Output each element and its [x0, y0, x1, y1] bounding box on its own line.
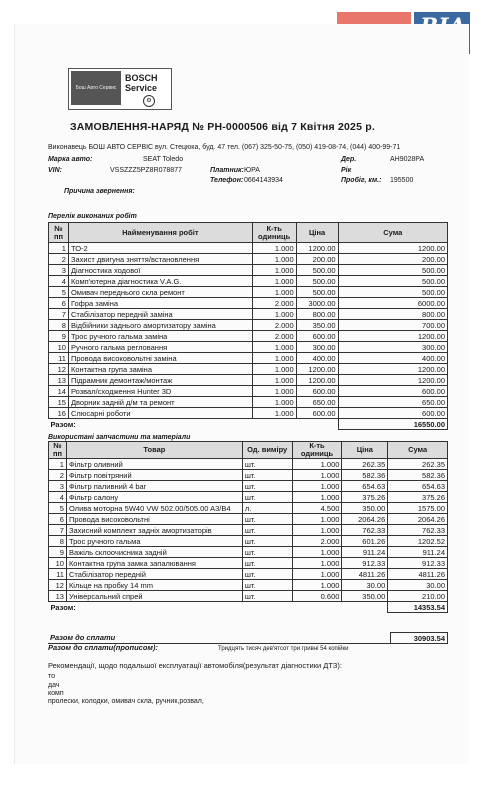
parts-cell: шт. — [242, 547, 292, 558]
works-cell: 1200.00 — [296, 364, 338, 375]
works-row — [49, 276, 448, 287]
parts-cell: шт. — [242, 558, 292, 569]
parts-cell: 6 — [49, 514, 67, 525]
works-cell: 800.00 — [338, 309, 447, 320]
bosch-service-logo — [68, 68, 172, 110]
payer-value: ЮРА — [244, 167, 260, 174]
works-cell: 2.000 — [252, 331, 296, 342]
parts-row — [49, 459, 448, 470]
works-cell: 600.00 — [296, 386, 338, 397]
parts-cell: 601.26 — [342, 536, 388, 547]
works-cell: 1.000 — [252, 364, 296, 375]
parts-cell: 1.000 — [292, 470, 342, 481]
document-title: ЗАМОВЛЕННЯ-НАРЯД № РН-0000506 від 7 Квітня 2025 р. — [70, 121, 375, 133]
works-cell: 6000.00 — [338, 298, 447, 309]
parts-cell: Фільтр повітряний — [66, 470, 242, 481]
works-cell: 1200.00 — [338, 364, 447, 375]
works-row — [49, 320, 448, 331]
works-cell: 500.00 — [296, 276, 338, 287]
parts-cell: 350.00 — [342, 503, 388, 514]
works-cell: Підрамник демонтаж/монтаж — [68, 375, 252, 386]
works-cell: 1.000 — [252, 265, 296, 276]
phone-value: 0664143934 — [244, 177, 283, 184]
parts-cell: 4811.26 — [388, 569, 448, 580]
parts-row — [49, 525, 448, 536]
works-table — [48, 222, 448, 430]
works-cell: 1.000 — [252, 254, 296, 265]
works-cell: 500.00 — [296, 265, 338, 276]
parts-cell: шт. — [242, 536, 292, 547]
parts-cell: Фільтр салону — [66, 492, 242, 503]
works-total-row — [49, 419, 448, 430]
works-row — [49, 298, 448, 309]
parts-cell: 0.600 — [292, 591, 342, 602]
parts-cell: шт. — [242, 525, 292, 536]
works-cell: 8 — [49, 320, 69, 331]
phone-label: Телефон: — [210, 177, 244, 184]
parts-cell: шт. — [242, 580, 292, 591]
works-cell: 200.00 — [338, 254, 447, 265]
works-cell: 600.00 — [296, 331, 338, 342]
works-cell: 9 — [49, 331, 69, 342]
parts-cell: 2064.26 — [342, 514, 388, 525]
parts-cell: 4 — [49, 492, 67, 503]
works-cell: 400.00 — [296, 353, 338, 364]
works-cell: 16 — [49, 408, 69, 419]
works-cell: 700.00 — [338, 320, 447, 331]
parts-cell: 1.000 — [292, 547, 342, 558]
parts-cell: 3 — [49, 481, 67, 492]
recommendation-line-1: то — [48, 673, 56, 680]
payment-words-value: Тридцять тисяч дев'ятсот три гривні 54 копійки — [218, 646, 349, 652]
works-cell: 1.000 — [252, 386, 296, 397]
parts-header-name: Товар — [66, 442, 242, 459]
works-cell: 4 — [49, 276, 69, 287]
parts-row — [49, 558, 448, 569]
parts-cell: шт. — [242, 591, 292, 602]
works-total-value: 16550.00 — [338, 419, 447, 430]
parts-cell: 30.00 — [388, 580, 448, 591]
works-cell: 13 — [49, 375, 69, 386]
reason-label: Причина звернення: — [64, 188, 135, 195]
parts-cell: 1202.52 — [388, 536, 448, 547]
works-cell: 3 — [49, 265, 69, 276]
works-row — [49, 386, 448, 397]
payer-label: Платник: — [210, 167, 244, 174]
works-cell: 3000.00 — [296, 298, 338, 309]
bosch-emblem-icon: ⚙ — [143, 95, 155, 107]
parts-cell: 1.000 — [292, 481, 342, 492]
parts-row — [49, 580, 448, 591]
parts-cell: 4.500 — [292, 503, 342, 514]
works-total-label: Разом: — [50, 419, 76, 429]
works-cell: Відбійники заднього амортизатору заміна — [68, 320, 252, 331]
works-cell: 1200.00 — [296, 375, 338, 386]
works-row — [49, 364, 448, 375]
parts-row — [49, 514, 448, 525]
parts-cell: шт. — [242, 492, 292, 503]
parts-cell: 11 — [49, 569, 67, 580]
works-cell: 500.00 — [338, 276, 447, 287]
works-cell: Комп'ютерна діагностика V.A.G. — [68, 276, 252, 287]
parts-cell: 10 — [49, 558, 67, 569]
parts-cell: 262.35 — [342, 459, 388, 470]
parts-cell: Провода високовольтні — [66, 514, 242, 525]
parts-row — [49, 492, 448, 503]
parts-cell: 8 — [49, 536, 67, 547]
works-row — [49, 353, 448, 364]
parts-cell: Контактна група замка запалювання — [66, 558, 242, 569]
parts-cell: 762.33 — [388, 525, 448, 536]
parts-cell: 2 — [49, 470, 67, 481]
works-cell: 2.000 — [252, 320, 296, 331]
parts-cell: 210.00 — [388, 591, 448, 602]
parts-cell: шт. — [242, 569, 292, 580]
parts-total-row — [49, 602, 448, 613]
works-cell: 1.000 — [252, 375, 296, 386]
works-cell: 1200.00 — [338, 375, 447, 386]
parts-cell: л. — [242, 503, 292, 514]
works-cell: Слюсарні роботи — [68, 408, 252, 419]
parts-cell: 911.24 — [388, 547, 448, 558]
works-cell: 600.00 — [338, 408, 447, 419]
parts-cell: 2.000 — [292, 536, 342, 547]
works-row — [49, 375, 448, 386]
parts-table — [48, 441, 448, 613]
works-cell: 2.000 — [252, 298, 296, 309]
works-header-price: Ціна — [296, 223, 338, 243]
works-cell: 2 — [49, 254, 69, 265]
works-cell: 1 — [49, 243, 69, 254]
parts-cell: шт. — [242, 481, 292, 492]
works-cell: 650.00 — [338, 397, 447, 408]
works-row — [49, 243, 448, 254]
parts-cell: 9 — [49, 547, 67, 558]
works-row — [49, 397, 448, 408]
parts-cell: шт. — [242, 459, 292, 470]
parts-cell: 2064.26 — [388, 514, 448, 525]
works-cell: 12 — [49, 364, 69, 375]
works-cell: Контактна група заміна — [68, 364, 252, 375]
parts-cell: 1.000 — [292, 492, 342, 503]
works-cell: 5 — [49, 287, 69, 298]
year-label: Рік — [341, 167, 352, 174]
parts-cell: Фільтр паливний 4 bar — [66, 481, 242, 492]
parts-row — [49, 503, 448, 514]
works-cell: 500.00 — [338, 287, 447, 298]
parts-row — [49, 569, 448, 580]
works-cell: 10 — [49, 342, 69, 353]
executor-line: Виконавець БОШ АВТО СЕРВІС вул. Стецюка, буд. 47 тел. (067) 325-50-75, (050) 419-08-74, (044) 400-99-71 — [48, 144, 401, 151]
works-header-name: Найменування робіт — [68, 223, 252, 243]
parts-cell: 582.36 — [342, 470, 388, 481]
works-cell: 15 — [49, 397, 69, 408]
works-row — [49, 287, 448, 298]
recommendation-line-3: комп — [48, 690, 64, 697]
parts-cell: 582.36 — [388, 470, 448, 481]
works-cell: 1.000 — [252, 243, 296, 254]
works-cell: 600.00 — [296, 408, 338, 419]
works-cell: Діагностика ходової — [68, 265, 252, 276]
works-cell: 200.00 — [296, 254, 338, 265]
parts-cell: 30.00 — [342, 580, 388, 591]
works-cell: 800.00 — [296, 309, 338, 320]
works-cell: 1.000 — [252, 276, 296, 287]
mileage-label: Пробіг, км.: — [341, 177, 382, 184]
parts-cell: 654.63 — [388, 481, 448, 492]
parts-header-unit: Од. виміру — [242, 442, 292, 459]
works-cell: 350.00 — [296, 320, 338, 331]
works-cell: 1.000 — [252, 353, 296, 364]
recommendation-line-4: пролески, колодки, омивач скла, ручник,розвал, — [48, 698, 204, 705]
make-label: Марка авто: — [48, 156, 93, 163]
works-row — [49, 309, 448, 320]
parts-cell: 1.000 — [292, 459, 342, 470]
works-cell: 400.00 — [338, 353, 447, 364]
parts-cell: 375.26 — [388, 492, 448, 503]
parts-cell: Важіль склоочисника задній — [66, 547, 242, 558]
works-cell: 300.00 — [338, 342, 447, 353]
payment-words-label: Разом до сплати(прописом): — [48, 643, 158, 652]
parts-cell: Стабілізатор передній — [66, 569, 242, 580]
parts-cell: Захисний комплект задніх амортизаторів — [66, 525, 242, 536]
parts-cell: Фільтр оливний — [66, 459, 242, 470]
works-cell: Дворник задній д/м та ремонт — [68, 397, 252, 408]
works-cell: 1200.00 — [296, 243, 338, 254]
parts-cell: 1.000 — [292, 514, 342, 525]
payment-total-label: Разом до сплати — [48, 633, 391, 644]
parts-cell: Універсальний спрей — [66, 591, 242, 602]
works-cell: 1.000 — [252, 397, 296, 408]
parts-cell: шт. — [242, 514, 292, 525]
bosch-logo-line1: BOSCH — [125, 73, 158, 83]
parts-header-qty: К-ть одиниць — [292, 442, 342, 459]
works-cell: 1.000 — [252, 309, 296, 320]
vin-value: VSSZZZ5PZ8R078877 — [110, 167, 182, 174]
works-row — [49, 265, 448, 276]
mileage-value: 195500 — [390, 177, 414, 184]
works-cell: Трос ручного гальма заміна — [68, 331, 252, 342]
parts-cell: 911.24 — [342, 547, 388, 558]
works-cell: 11 — [49, 353, 69, 364]
works-cell: Стабілізатор передній заміна — [68, 309, 252, 320]
parts-row — [49, 591, 448, 602]
parts-cell: 1.000 — [292, 580, 342, 591]
works-cell: 650.00 — [296, 397, 338, 408]
works-cell: 500.00 — [338, 265, 447, 276]
works-cell: 1.000 — [252, 408, 296, 419]
works-cell: 6 — [49, 298, 69, 309]
parts-cell: Кільце на пробку 14 mm — [66, 580, 242, 591]
reg-value: АН9028РА — [390, 156, 425, 163]
works-header-qty: К-ть одиниць — [252, 223, 296, 243]
reg-label: Дер. — [341, 156, 357, 163]
parts-cell: 654.63 — [342, 481, 388, 492]
parts-cell: 1 — [49, 459, 67, 470]
parts-total-value: 14353.54 — [388, 602, 448, 613]
parts-cell: 7 — [49, 525, 67, 536]
parts-cell: шт. — [242, 470, 292, 481]
parts-cell: 1.000 — [292, 569, 342, 580]
works-cell: Провода високовольтні заміна — [68, 353, 252, 364]
works-caption: Перелік виконаних робіт — [48, 213, 137, 220]
payment-total-value: 30903.54 — [391, 633, 448, 644]
works-cell: 1.000 — [252, 342, 296, 353]
works-row — [49, 408, 448, 419]
works-cell: Розвал/сходження Hunter 3D — [68, 386, 252, 397]
works-cell: 300.00 — [296, 342, 338, 353]
parts-cell: 262.35 — [388, 459, 448, 470]
parts-header-price: Ціна — [342, 442, 388, 459]
parts-cell: 912.33 — [342, 558, 388, 569]
parts-cell: 375.26 — [342, 492, 388, 503]
works-cell: ТО-2 — [68, 243, 252, 254]
parts-header-num: № пп — [49, 442, 67, 459]
works-cell: 14 — [49, 386, 69, 397]
works-header-sum: Сума — [338, 223, 447, 243]
works-cell: 1200.00 — [338, 243, 447, 254]
make-value: SEAT Toledo — [143, 156, 184, 163]
parts-cell: 1575.00 — [388, 503, 448, 514]
parts-header-sum: Сума — [388, 442, 448, 459]
parts-cell: Олива моторна 5W40 VW 502.00/505.00 A3/B4 — [66, 503, 242, 514]
works-row — [49, 254, 448, 265]
parts-cell: 4811.26 — [342, 569, 388, 580]
works-cell: Гофра заміна — [68, 298, 252, 309]
parts-cell: 912.33 — [388, 558, 448, 569]
parts-cell: 12 — [49, 580, 67, 591]
parts-caption: Використані запчастини та матеріали — [48, 434, 191, 441]
parts-cell: 5 — [49, 503, 67, 514]
parts-total-label: Разом: — [50, 602, 76, 612]
parts-cell: 762.33 — [342, 525, 388, 536]
vin-label: VIN: — [48, 167, 62, 174]
works-cell: Захист двигуна зняття/встановлення — [68, 254, 252, 265]
parts-cell: 13 — [49, 591, 67, 602]
works-row — [49, 331, 448, 342]
parts-cell: 1.000 — [292, 558, 342, 569]
parts-cell: 1.000 — [292, 525, 342, 536]
works-cell: 500.00 — [296, 287, 338, 298]
works-cell: 1200.00 — [338, 331, 447, 342]
works-cell: Омивач переднього скла ремонт — [68, 287, 252, 298]
parts-row — [49, 547, 448, 558]
parts-row — [49, 536, 448, 547]
recommendations-label: Рекомендації, щодо подальшої експлуатації автомобіля(результат діагностики ДТЗ): — [48, 661, 342, 670]
parts-row — [49, 481, 448, 492]
parts-row — [49, 470, 448, 481]
works-cell: 1.000 — [252, 287, 296, 298]
parts-cell: 350.00 — [342, 591, 388, 602]
recommendation-line-2: дач — [48, 682, 60, 689]
parts-cell: Трос ручного гальма — [66, 536, 242, 547]
car-image: Бош Авто Сервис — [71, 71, 121, 105]
works-cell: 7 — [49, 309, 69, 320]
works-header-num: № пп — [49, 223, 69, 243]
bosch-logo-line2: Service — [125, 83, 158, 93]
works-cell: 600.00 — [338, 386, 447, 397]
works-cell: Ручного гальма регловання — [68, 342, 252, 353]
works-row — [49, 342, 448, 353]
